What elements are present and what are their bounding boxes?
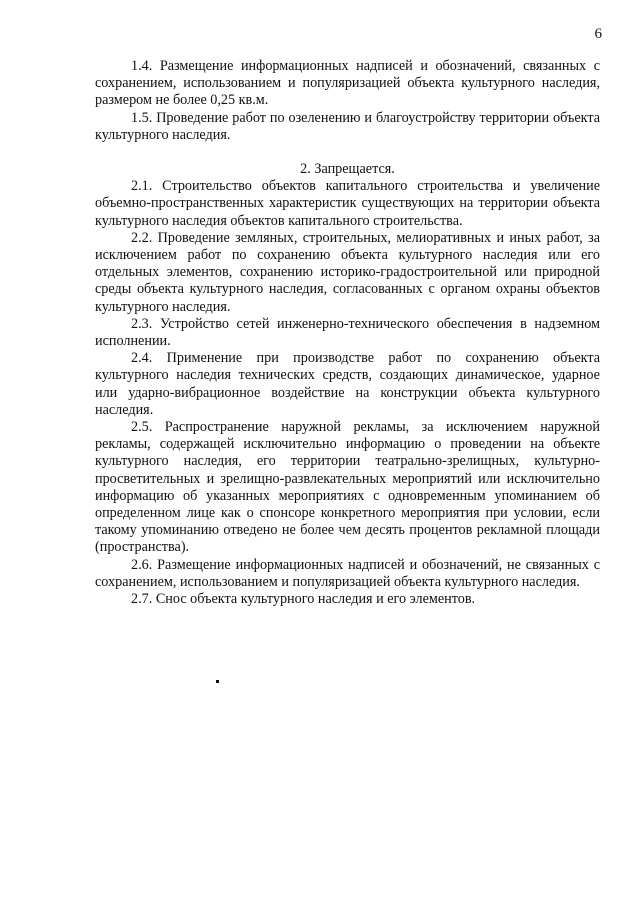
paragraph-2-7: 2.7. Снос объекта культурного наследия и его элементов. (131, 591, 476, 608)
paragraph-2-3: 2.3. Устройство сетей инженерно-технического обеспечения в надземном исполнении. (95, 315, 600, 350)
paragraph-2-1: 2.1. Строительство объектов капитального строительства и увеличение объемно-пространственных характеристик существующих на территории объекта культурного наследия объектов капитального строительства. (95, 178, 600, 229)
stray-dot-mark (216, 680, 219, 683)
section-heading-prohibited: 2. Запрещается. (300, 161, 395, 178)
paragraph-2-5: 2.5. Распространение наружной рекламы, за исключением наружной рекламы, содержащей исключительно информацию о проведении на объекте культурного наследия, его территории театрально-зрелищных, культурно-просветительных и зрелищно-развлекательных мероприятий или исключительно информацию об указанных мероприятиях с одновременным упоминанием об определенном лице как о спонсоре конкретного мероприятия при условии, если такому упоминанию отведено не более чем десять процентов рекламной площади (пространства). (95, 419, 600, 556)
paragraph-2-2: 2.2. Проведение земляных, строительных, мелиоративных и иных работ, за исключением работ по сохранению объекта культурного наследия или его отдельных элементов, сохранению историко-градостроительной или природной среды объекта культурного наследия, согласованных с органом охраны объектов культурного наследия. (95, 229, 600, 315)
paragraph-2-6: 2.6. Размещение информационных надписей и обозначений, не связанных с сохранением, использованием и популяризацией объекта культурного наследия. (95, 556, 600, 590)
page-number: 6 (594, 26, 602, 42)
paragraph-1-4: 1.4. Размещение информационных надписей и обозначений, связанных с сохранением, использованием и популяризацией объекта культурного наследия, размером не более 0,25 кв.м. (95, 58, 600, 109)
paragraph-1-5: 1.5. Проведение работ по озеленению и благоустройству территории объекта культурного наследия. (95, 109, 600, 143)
paragraph-2-4: 2.4. Применение при производстве работ по сохранению объекта культурного наследия технических средств, создающих динамическое, ударное или ударно-вибрационное воздействие на конструкции объекта культурного наследия. (95, 350, 600, 418)
document-body (95, 58, 600, 608)
